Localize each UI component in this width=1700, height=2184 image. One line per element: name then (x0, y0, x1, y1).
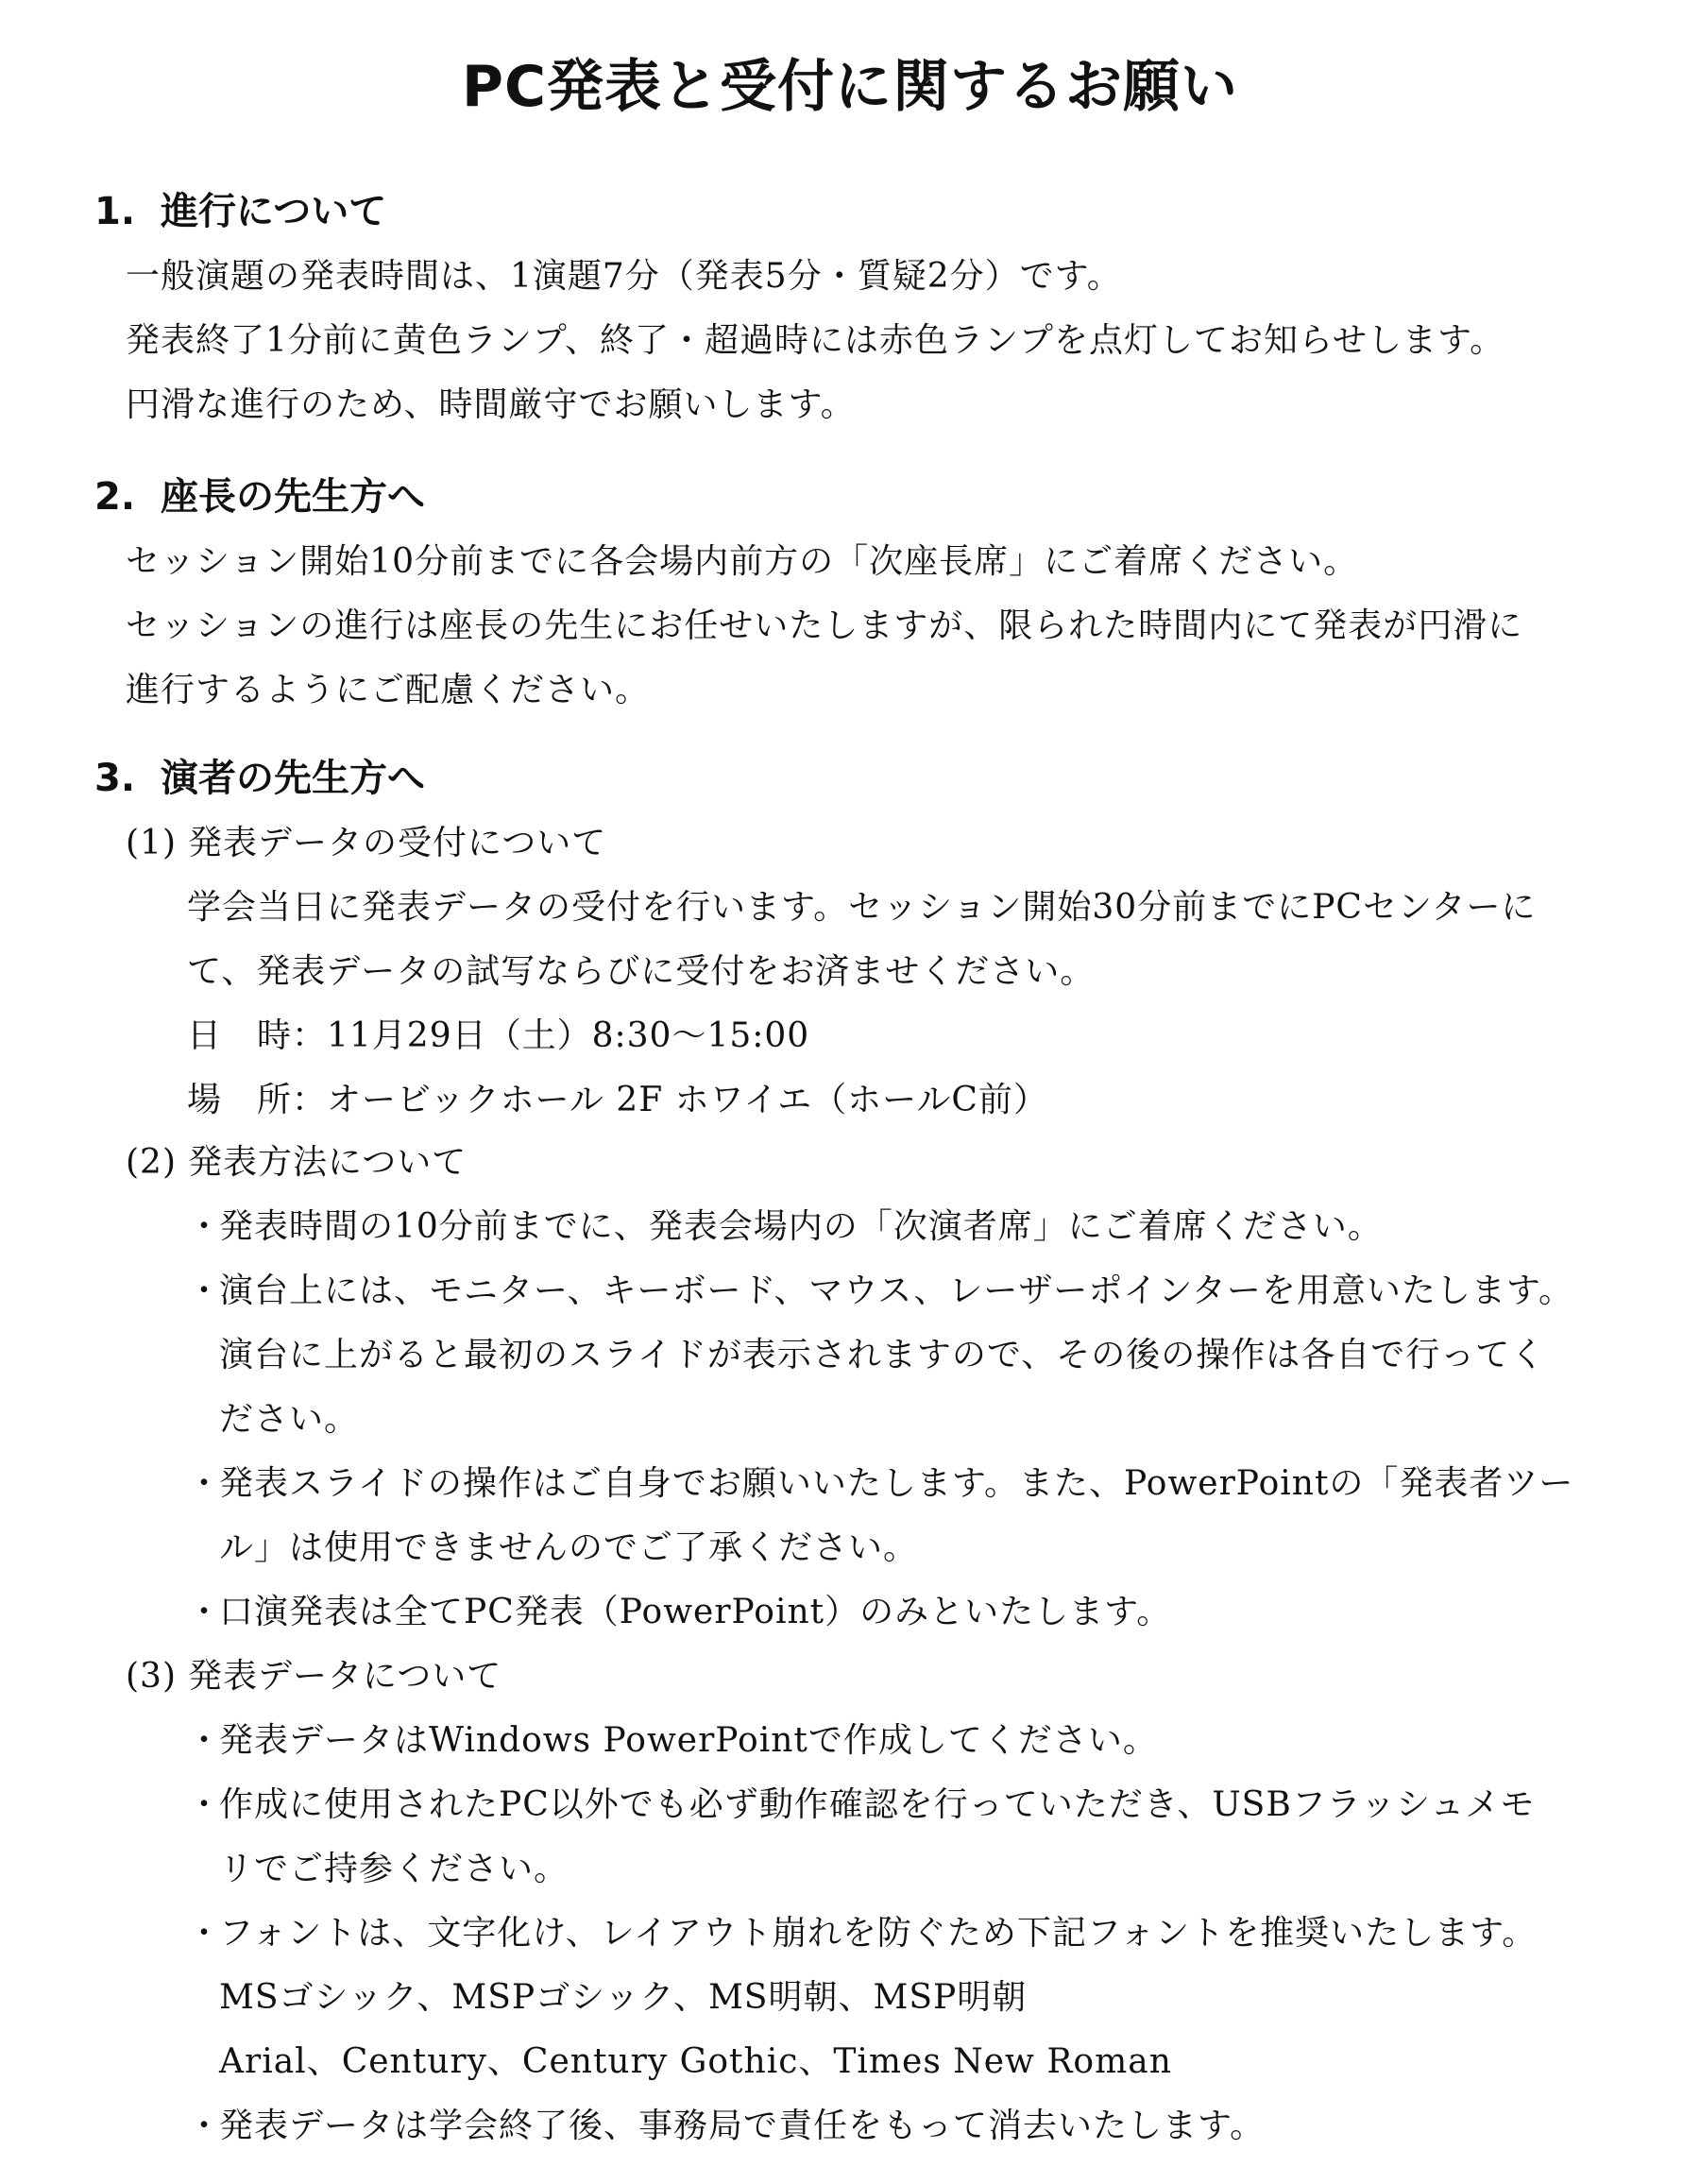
place-line: 場 所：オービックホール 2F ホワイエ（ホールC前） (187, 1081, 1048, 1119)
subsection-number: (2) (126, 1143, 177, 1182)
body-line: て、発表データの試写ならびに受付をお済ませください。 (187, 952, 1096, 991)
section-number: 1. (94, 190, 136, 233)
bullet-line: 演台に上がると最初のスライドが表示されますので、その後の操作は各自で行ってく (219, 1336, 1546, 1374)
section-title: 演者の先生方へ (161, 757, 425, 800)
subsection-title: 発表データの受付について (188, 824, 607, 862)
bullet-line: 発表スライドの操作はご自身でお願いいたします。また、PowerPointの「発表者ツー (219, 1464, 1574, 1503)
body-line: 円滑な進行のため、時間厳守でお願いします。 (126, 385, 856, 424)
body-line: 進行するようにご配慮ください。 (126, 671, 651, 709)
bullet-line: 演台上には、モニター、キーボード、マウス、レーザーポインターを用意いたします。 (219, 1271, 1574, 1310)
bullet-mark: ・ (187, 1207, 222, 1246)
font-list-line: MSゴシック、MSPゴシック、MS明朝、MSP明朝 (219, 1978, 1028, 2017)
body-line: セッションの進行は座長の先生にお任せいたしますが、限られた時間内にて発表が円滑に (126, 606, 1523, 645)
section-number: 3. (94, 757, 136, 800)
page-title: PC発表と受付に関するお願い (461, 54, 1238, 120)
subsection-number: (3) (126, 1657, 177, 1696)
body-line: セッション開始10分前までに各会場内前方の「次座長席」にご着席ください。 (126, 542, 1359, 581)
subsection-title: 発表方法について (188, 1143, 468, 1182)
bullet-line: 発表データは学会終了後、事務局で責任をもって消去いたします。 (219, 2107, 1266, 2145)
subsection-3-heading (126, 1653, 502, 1700)
bullet-line: 口演発表は全てPC発表（PowerPoint）のみといたします。 (219, 1593, 1172, 1631)
bullet-line: ル」は使用できませんのでご了承ください。 (219, 1528, 919, 1567)
body-line: 発表終了1分前に黄色ランプ、終了・超過時には赤色ランプを点灯してお知らせします。 (126, 321, 1505, 360)
bullet-line: 発表データはWindows PowerPointで作成してください。 (219, 1721, 1158, 1760)
date-line: 日 時：11月29日（土）8:30〜15:00 (187, 1016, 810, 1055)
body-line: 一般演題の発表時間は、1演題7分（発表5分・質疑2分）です。 (126, 257, 1122, 296)
font-list-line: Arial、Century、Century Gothic、Times New Roman (219, 2042, 1172, 2081)
bullet-mark: ・ (187, 1914, 222, 1953)
section-3-heading (94, 752, 425, 805)
bullet-line: フォントは、文字化け、レイアウト崩れを防ぐため下記フォントを推奨いたします。 (219, 1914, 1538, 1953)
subsection-number: (1) (126, 824, 177, 862)
bullet-mark: ・ (187, 1721, 222, 1760)
section-title: 座長の先生方へ (161, 475, 425, 519)
bullet-line: 発表時間の10分前までに、発表会場内の「次演者席」にご着席ください。 (219, 1207, 1383, 1246)
subsection-title: 発表データについて (188, 1657, 502, 1696)
section-title: 進行について (161, 190, 387, 233)
section-2-heading (94, 470, 425, 523)
body-line: 学会当日に発表データの受付を行います。セッション開始30分前までにPCセンターに (187, 888, 1537, 927)
section-number: 2. (94, 475, 136, 519)
bullet-mark: ・ (187, 1593, 222, 1631)
section-1-heading (94, 185, 386, 238)
bullet-line: ださい。 (219, 1400, 360, 1439)
bullet-mark: ・ (187, 1271, 222, 1310)
bullet-mark: ・ (187, 1785, 222, 1824)
bullet-mark: ・ (187, 2107, 222, 2145)
bullet-mark: ・ (187, 1464, 222, 1503)
bullet-line: 作成に使用されたPC以外でも必ず動作確認を行っていただき、USBフラッシュメモ (219, 1785, 1536, 1824)
subsection-1-heading (126, 820, 606, 867)
subsection-2-heading (126, 1139, 467, 1186)
bullet-line: リでご持参ください。 (219, 1850, 570, 1888)
